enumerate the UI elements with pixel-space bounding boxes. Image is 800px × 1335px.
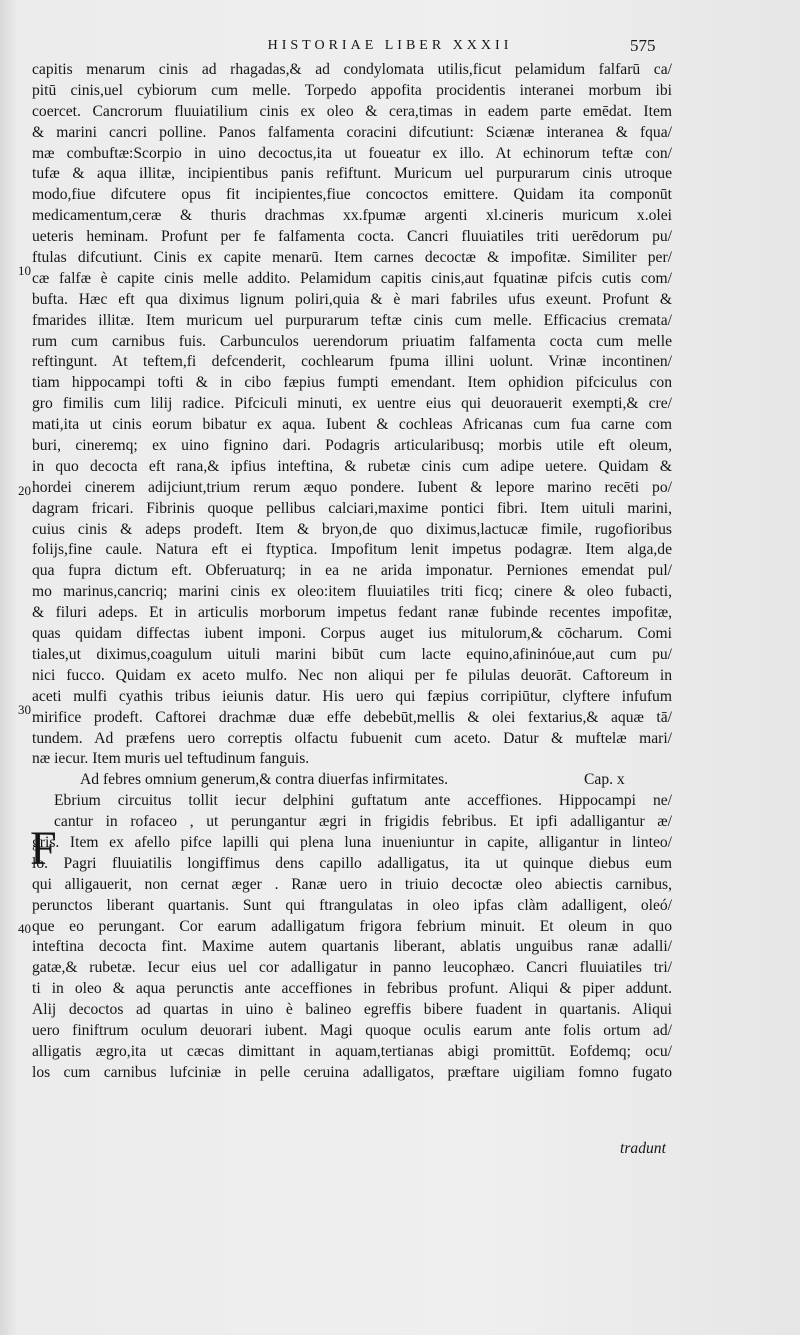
text-line: reftingunt. At teftem,fi defcenderit, cochlearum fpuma illini uolunt. Vrinæ incontinen/ (32, 353, 672, 371)
text-line: cuius cinis & adeps prodeft. Item & bryon,de quo diximus,lactucæ fimile, rugofioribus (32, 520, 672, 538)
catchword: tradunt (620, 1140, 666, 1157)
text-line: tundem. Ad præfens uero correptis olfactu fubuenit cum aceto. Datur & muftelæ mari/ (32, 729, 672, 747)
text-line: folijs,fine caule. Natura eft ei ftyptica. Impofitum lenit impetus podagræ. Item alga,de (32, 541, 672, 559)
text-line: gris. Item ex afello pifce lapilli qui plena luna inueniuntur in capite, alligantur in linteo/ (32, 833, 672, 851)
text-line: mæ combuftæ:Scorpio in uino decoctus,ita ut foueatur ex illo. At echinorum teftæ con/ (32, 144, 672, 162)
text-line: qua fupra dictum eft. Obferuaturq; in ea ne arida imponatur. Perniones emendat pul/ (32, 562, 672, 580)
text-line: alligatis ægro,ita ut cæcas dimittant in aquam,tertianas abigi promittūt. Eofdemq; ocu/ (32, 1042, 672, 1060)
text-line: cæ falfæ è capite cinis melle addito. Pelamidum capitis cinis,aut fquatinæ pifcis cutis com/ (32, 269, 672, 287)
text-line: dagram fricari. Fibrinis quoque pellibus calciari,maxime pontici fibri. Item uituli marini, (32, 499, 672, 517)
text-line: nici fucco. Quidam ex aceto mulfo. Nec non aliqui per fe pilulas deuorāt. Caftoreum in (32, 666, 672, 684)
chapter-label: Cap. x (584, 771, 625, 789)
text-line: gro fimilis cum lilij radice. Pifciculi minuti, ex uentre eius qui deuorauerit exempti,& cre/ (32, 395, 672, 413)
text-line: buri, cineremq; ex uino fignino dari. Podagris articularibusq; morbis utile eft oleum, (32, 437, 672, 455)
text-line: bufta. Hæc eft qua diximus lignum poliri,quia & è mari fabriles ufus exeunt. Profunt & (32, 290, 672, 308)
text-line: fmarides illitæ. Item muricum uel purpurarum teftæ cinis cum melle. Efficacius cremata/ (32, 311, 672, 329)
line-number: 40 (18, 921, 31, 936)
text-line: perunctos liberant quartanis. Sunt qui ftrangulatas in oleo ipfas clàm adalligent, oleó/ (32, 896, 672, 914)
text-line: medicamentum,ceræ & thuris drachmas xx.fpumæ argenti xl.cineris muricum x.olei (32, 207, 672, 225)
text-line: in quo decocta eft rana,& ipfius inteftina, & rubetæ cinis cum adipe uetere. Quidam & (32, 457, 672, 475)
line-number: 30 (18, 702, 31, 717)
text-line: uero finiftrum oculum deuorari iubent. Magi quoque oculis earum ante folis ortum ad/ (32, 1021, 672, 1039)
text-line: aceti mulfi cyathis tribus ieiunis datur. His uero qui fæpius corripiūtur, clyftere infufum (32, 687, 672, 705)
text-line: ueteris heminam. Profunt per fe falfamenta cocta. Cancri fluuiatiles triti uerēdorum pu/ (32, 228, 672, 246)
text-line: mati,ita ut cinis eorum bibatur ex aqua. Iubent & cochleas Africanas cum fua carne com (32, 416, 672, 434)
chapter-title: Ad febres omnium generum,& contra diuerfas infirmitates. (80, 771, 449, 789)
text-line: Alij decoctos ad quartas in uino è balineo egreffis bibere fuadent in quartanis. Aliqui (32, 1001, 672, 1019)
text-line: Ebrium circuitus tollit iecur delphini guftatum ante acceffiones. Hippocampi ne/ (54, 792, 672, 810)
line-number: 10 (18, 263, 31, 278)
text-line: gatæ,& rubetæ. Iecur eius uel cor adalligatur in panno leucophæo. Cancri fluuiatiles tri/ (32, 959, 672, 977)
text-line: tiales,ut diximus,coagulum uituli marini bibūt cum lacte equino,afininóue,aut cum pu/ (32, 645, 672, 663)
text-line: ti in oleo & aqua perunctis ante acceffiones in febribus profunt. Aliqui & piper addunt. (32, 980, 672, 998)
running-title: HISTORIAE LIBER XXXII (267, 38, 513, 53)
text-line: rum cum carnibus fuis. Carbunculos uerendorum priuatim falfamenta cocta cum melle (32, 332, 672, 350)
text-line: quas quidam diffectas iubent imponi. Corpus auget ius mitulorum,& cōcharum. Comi (32, 625, 672, 643)
text-line: mirifice prodeft. Caftorei drachmæ duæ effe debebūt,mellis & olei fextarius,& aquæ tā/ (32, 708, 672, 726)
text-line: næ iecur. Item muris uel teftudinum fanguis. (32, 750, 310, 768)
text-line: & filuri adeps. Et in articulis morborum impetus fedant ranæ fubinde recentes impofitæ, (32, 604, 672, 622)
drop-cap: F (30, 822, 57, 875)
text-line: coercet. Cancrorum fluuiatilium cinis ex oleo & cera,timas in eadem parte emēdat. Item (32, 102, 672, 120)
text-line: que eo perungant. Cor earum adalligatum frigora febrium minuit. Et oleum in quo (32, 917, 672, 935)
text-line: ftulas difcutiunt. Cinis ex capite menarū. Item carnes decoctæ & impofitæ. Similiter per/ (32, 249, 672, 267)
body-text (32, 60, 672, 1084)
text-line: mo marinus,cancriq; marini cinis ex oleo:item fluuiatiles triti ficq; cinere & oleo fubacti, (32, 583, 672, 601)
page-number: 575 (630, 36, 656, 55)
text-line: los cum carnibus lufciniæ in pelle ceruina adalligatos, præftare uigiliam fomno fugato (32, 1063, 672, 1081)
text-line: inteftina decocta fint. Maxime autem quartanis liberant, ablatis unguibus ranæ adalli/ (32, 938, 672, 956)
text-line: modo,fiue difcutere opus fit incipientes,fiue concoctos emittere. Quidam ita componūt (32, 186, 672, 204)
text-line: pitū cinis,uel cybiorum cum melle. Torpedo appofita procidentis interanei morbum ibi (32, 81, 672, 99)
line-number: 20 (18, 483, 31, 498)
text-line: cantur in rofaceo , ut perungantur ægri in frigidis febribus. Et ipfi adalligantur æ/ (54, 813, 672, 831)
text-line: lo. Pagri fluuiatilis longiffimus dens capillo adalligatus, ita ut quinque diebus eum (32, 854, 672, 872)
chapter-heading (32, 770, 672, 791)
text-line: capitis menarum cinis ad rhagadas,& ad condylomata utilis,ficut pelamidum falfarū ca/ (32, 61, 672, 78)
text-line: tiam hippocampi tofti & in cibo fæpius fumpti emendant. Item ophidion pifciculus con (32, 374, 672, 392)
text-line: & marini cancri polline. Panos falfamenta coracini difcutiunt: Sciænæ interanea & fqua/ (32, 123, 672, 141)
text-line: hordei cinerem adijciunt,trium rerum æquo pondere. Iubent & lepore marino recēti po/ (32, 478, 672, 496)
text-line: tufæ & aqua illitæ, incipientibus panis refiftunt. Muricum uel purpurarum cinis utroque (32, 165, 672, 183)
text-line: qui alligauerit, non cernat æger . Ranæ uero in triuio decoctæ oleo abiectis carnibus, (32, 875, 672, 893)
